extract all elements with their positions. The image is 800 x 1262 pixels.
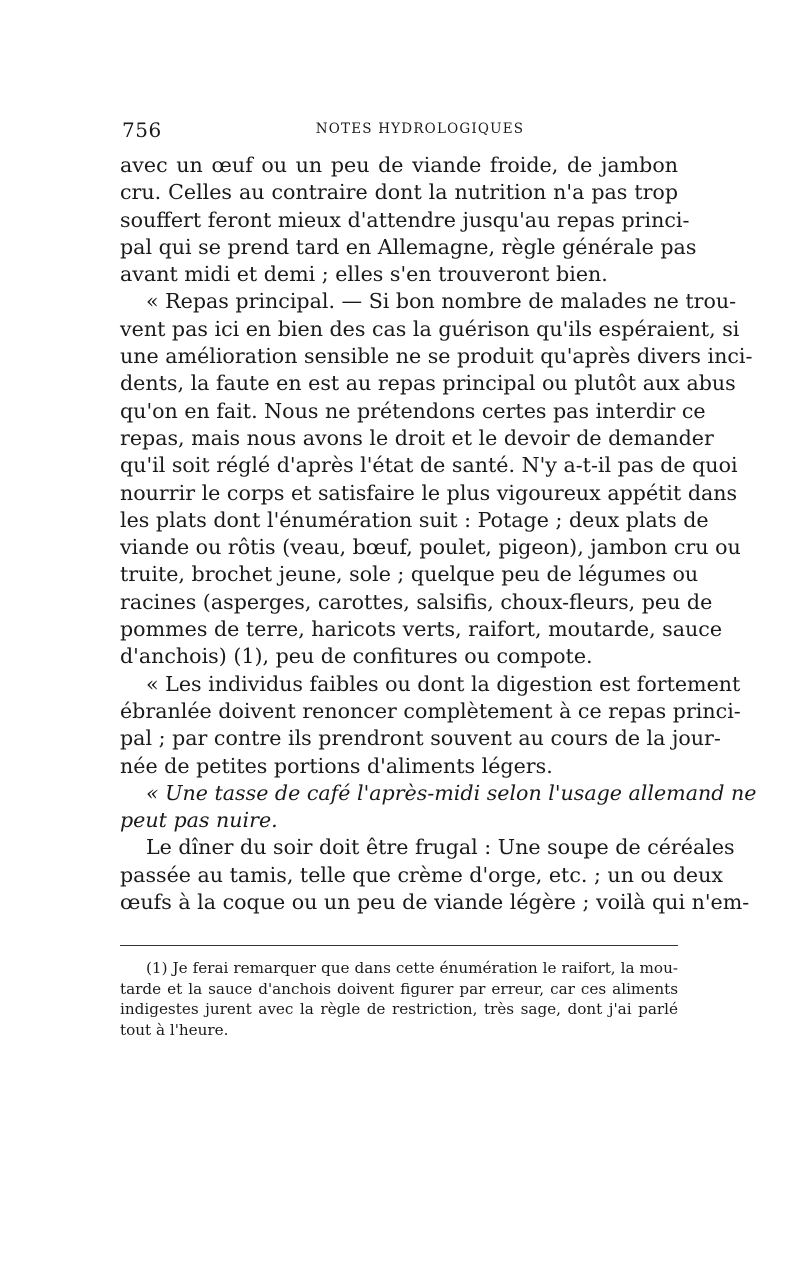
body-line: œufs à la coque ou un peu de viande légère ; voilà qui n'em-	[120, 890, 750, 915]
running-title: NOTES HYDROLOGIQUES	[315, 121, 525, 137]
body-line: avec un œuf ou un peu de viande froide, de jambon	[120, 153, 678, 177]
body-line: pommes de terre, haricots verts, raifort, moutarde, sauce	[120, 617, 723, 642]
body-line: dents, la faute en est au repas principal ou plutôt aux abus	[120, 371, 736, 396]
body-line: « Une tasse de café l'après-midi selon l'usage allemand ne	[146, 780, 757, 805]
footnote-line: indigestes jurent avec la règle de restriction, très sage, dont j'ai parlé	[120, 1000, 678, 1018]
body-line: Le dîner du soir doit être frugal : Une soupe de céréales	[146, 835, 735, 860]
body-line: « Les individus faibles ou dont la digestion est fortement	[146, 671, 741, 696]
body-line: ébranlée doivent renoncer complètement à ce repas princi-	[120, 698, 741, 723]
body-line: repas, mais nous avons le droit et le devoir de demander	[120, 425, 714, 450]
body-line: racines (asperges, carottes, salsifis, choux-fleurs, peu de	[120, 589, 713, 614]
body-line: cru. Celles au contraire dont la nutrition n'a pas trop	[120, 180, 678, 205]
body-line: souffert feront mieux d'attendre jusqu'au repas princi-	[120, 207, 690, 232]
body-line: d'anchois) (1), peu de confitures ou compote.	[120, 644, 593, 669]
body-line: les plats dont l'énumération suit : Potage ; deux plats de	[120, 507, 709, 532]
body-line: pal qui se prend tard en Allemagne, règle générale pas	[120, 234, 697, 259]
body-line: « Repas principal. — Si bon nombre de malades ne trou-	[146, 289, 737, 314]
footnote-line: tout à l'heure.	[120, 1020, 229, 1039]
body-line: pal ; par contre ils prendront souvent au cours de la jour-	[120, 726, 721, 751]
body-line: nourrir le corps et satisfaire le plus vigoureux appétit dans	[120, 480, 738, 505]
footnote-line: (1) Je ferai remarquer que dans cette énumération le raifort, la mou-	[146, 959, 678, 977]
body-line: qu'on en fait. Nous ne prétendons certes pas interdir ce	[120, 398, 706, 423]
body-line: née de petites portions d'aliments légers.	[120, 753, 553, 778]
body-text	[120, 152, 757, 916]
body-line: viande ou rôtis (veau, bœuf, poulet, pigeon), jambon cru ou	[120, 535, 741, 560]
footnote-line: tarde et la sauce d'anchois doivent figurer par erreur, car ces aliments	[120, 979, 678, 998]
body-line: truite, brochet jeune, sole ; quelque peu de légumes ou	[120, 562, 699, 587]
body-line: une amélioration sensible ne se produit qu'après divers inci-	[120, 344, 753, 369]
footnote	[120, 958, 678, 1040]
body-line: vent pas ici en bien des cas la guérison qu'ils espéraient, si	[120, 316, 740, 341]
page-number: 756	[122, 118, 162, 142]
body-line: peut pas nuire.	[120, 808, 278, 833]
body-line: avant midi et demi ; elles s'en trouveront bien.	[120, 262, 608, 287]
page-header	[120, 118, 680, 144]
footnote-divider	[120, 945, 678, 946]
body-line: passée au tamis, telle que crème d'orge, etc. ; un ou deux	[120, 862, 723, 887]
body-line: qu'il soit réglé d'après l'état de santé. N'y a-t-il pas de quoi	[120, 453, 738, 478]
